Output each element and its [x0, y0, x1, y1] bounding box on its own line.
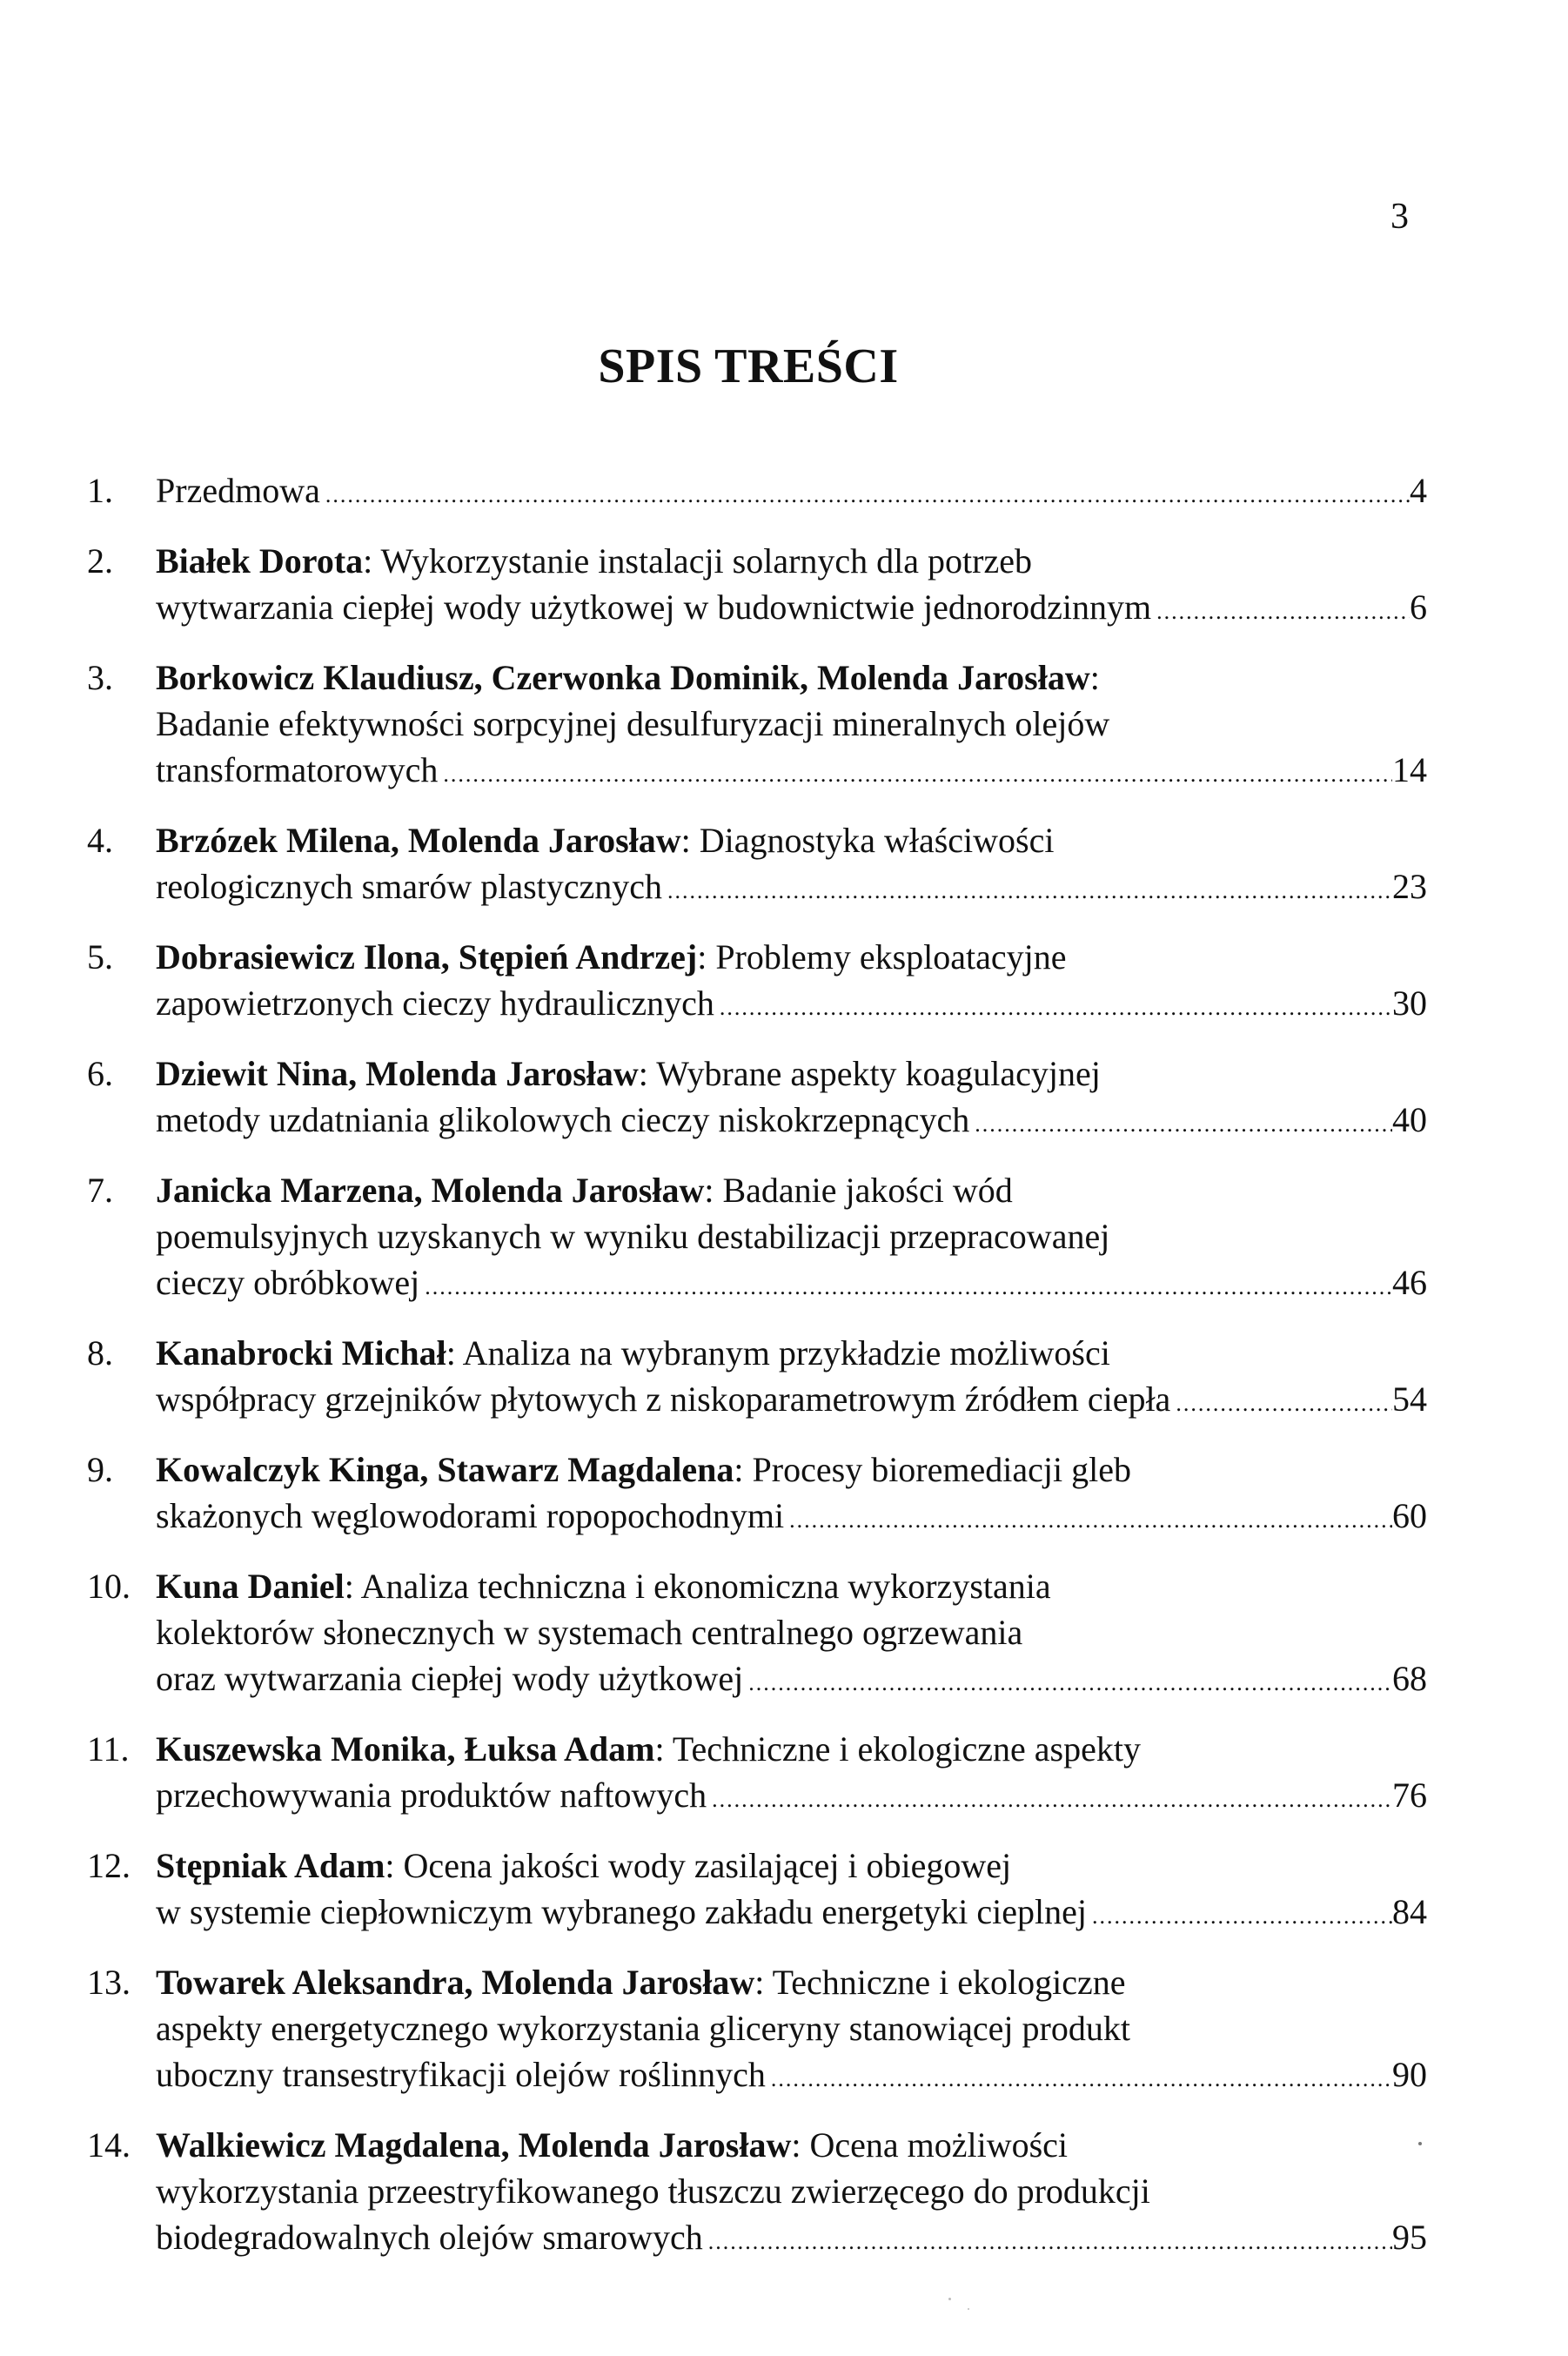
entry-separator: : — [697, 937, 716, 977]
entry-number: 11. — [87, 1729, 130, 1769]
dot-leader — [707, 1776, 1392, 1822]
entry-separator: : — [1089, 658, 1100, 697]
entry-last-line — [156, 1259, 1427, 1310]
entry-page-number: 46 — [1392, 1263, 1427, 1302]
entry-separator: : — [446, 1333, 463, 1373]
entry-last-line — [156, 1772, 1427, 1822]
entry-title-start: Techniczne i ekologiczne aspekty — [672, 1729, 1141, 1769]
entry-last-line — [156, 980, 1427, 1030]
entry-title-line: wykorzystania przeestryfikowanego tłuszczu zwierzęcego do produkcji — [156, 2171, 1150, 2211]
entry-title-start: Diagnostyka właściwości — [699, 821, 1055, 860]
entry-page-number: 23 — [1392, 867, 1427, 906]
entry-title-start: Analiza na wybranym przykładzie możliwości — [462, 1333, 1110, 1373]
table-of-contents — [87, 467, 1427, 2285]
entry-authors: Dziewit Nina, Molenda Jarosław — [156, 1054, 639, 1093]
entry-title-start: Ocena jakości wody zasilającej i obiegowej — [403, 1846, 1012, 1885]
entry-page-number: 4 — [1410, 471, 1427, 510]
dot-leader — [1170, 1380, 1392, 1426]
entry-title-start: Wybrane aspekty koagulacyjnej — [656, 1054, 1101, 1093]
entry-authors: Kuszewska Monika, Łuksa Adam — [156, 1729, 655, 1769]
entry-first-line — [156, 817, 1427, 863]
entry-page-number: 40 — [1392, 1100, 1427, 1139]
dot-leader — [662, 868, 1392, 914]
entry-authors: Stępniak Adam — [156, 1846, 385, 1885]
toc-entry — [87, 1050, 1427, 1147]
scan-speck — [1418, 2142, 1422, 2145]
toc-entry — [87, 1843, 1427, 1939]
toc-entry — [87, 1959, 1427, 2102]
entry-title-line: Badanie efektywności sorpcyjnej desulfuryzacji mineralnych olejów — [156, 704, 1110, 743]
entry-number: 7. — [87, 1171, 113, 1210]
entry-title-start: Techniczne i ekologiczne — [772, 1963, 1126, 2002]
toc-entry — [87, 467, 1427, 518]
entry-authors: Brzózek Milena, Molenda Jarosław — [156, 821, 681, 860]
entry-number: 13. — [87, 1963, 131, 2002]
entry-first-line — [156, 1959, 1427, 2005]
toc-entry — [87, 2122, 1427, 2265]
entry-authors: Borkowicz Klaudiusz, Czerwonka Dominik, Molenda Jarosław — [156, 658, 1090, 697]
entry-number: 3. — [87, 658, 113, 697]
entry-separator: : — [385, 1846, 404, 1885]
dot-leader — [969, 1101, 1392, 1147]
entry-last-line — [156, 584, 1427, 634]
entry-first-line — [156, 538, 1427, 584]
entry-title-start: Wykorzystanie instalacji solarnych dla potrzeb — [380, 541, 1032, 581]
entry-number: 6. — [87, 1054, 113, 1093]
entry-last-line — [156, 1889, 1427, 1939]
entry-number: 9. — [87, 1450, 113, 1489]
entry-title-end: biodegradowalnych olejów smarowych — [156, 2218, 703, 2257]
entry-number: 2. — [87, 541, 113, 581]
dot-leader — [1087, 1893, 1392, 1939]
entry-title-end: Przedmowa — [156, 471, 320, 510]
entry-title-line: kolektorów słonecznych w systemach centralnego ogrzewania — [156, 1613, 1023, 1652]
scan-speck — [968, 2308, 969, 2310]
entry-page-number: 6 — [1410, 587, 1427, 627]
entry-title-start: Analiza techniczna i ekonomiczna wykorzystania — [360, 1567, 1051, 1606]
entry-last-line — [156, 747, 1427, 797]
entry-authors: Kuna Daniel — [156, 1567, 345, 1606]
entry-page-number: 30 — [1392, 983, 1427, 1023]
entry-title-end: oraz wytwarzania ciepłej wody użytkowej — [156, 1659, 744, 1698]
toc-entry — [87, 538, 1427, 634]
dot-leader — [1151, 588, 1410, 634]
entry-title-end: w systemie ciepłowniczym wybranego zakładu energetyki cieplnej — [156, 1892, 1087, 1931]
entry-page-number: 14 — [1392, 750, 1427, 789]
dot-leader — [784, 1497, 1392, 1543]
entry-title-line: aspekty energetycznego wykorzystania gliceryny stanowiącej produkt — [156, 2009, 1130, 2048]
entry-first-line — [156, 2122, 1427, 2168]
dot-leader — [320, 472, 1410, 518]
entry-first-line — [156, 1726, 1427, 1772]
entry-first-line — [156, 1843, 1427, 1889]
entry-number: 1. — [87, 471, 113, 510]
entry-number: 5. — [87, 937, 113, 977]
entry-first-line — [156, 1446, 1427, 1493]
entry-separator: : — [344, 1567, 361, 1606]
entry-number: 14. — [87, 2125, 131, 2165]
entry-authors: Białek Dorota — [156, 541, 364, 581]
entry-last-line — [156, 1097, 1427, 1147]
entry-title-end: skażonych węglowodorami ropopochodnymi — [156, 1496, 785, 1535]
entry-last-line — [156, 2214, 1427, 2265]
entry-separator: : — [754, 1963, 773, 2002]
entry-first-line — [156, 654, 1427, 701]
toc-entry — [87, 1726, 1427, 1822]
toc-entry — [87, 1446, 1427, 1543]
entry-last-line — [156, 863, 1427, 914]
entry-authors: Towarek Aleksandra, Molenda Jarosław — [156, 1963, 755, 2002]
entry-title-line: poemulsyjnych uzyskanych w wyniku destabilizacji przepracowanej — [156, 1217, 1110, 1256]
toc-entry — [87, 934, 1427, 1030]
dot-leader — [703, 2218, 1392, 2265]
entry-title-start: Procesy bioremediacji gleb — [752, 1450, 1131, 1489]
toc-entry — [87, 1563, 1427, 1706]
entry-authors: Walkiewicz Magdalena, Molenda Jarosław — [156, 2125, 792, 2165]
entry-title-end: przechowywania produktów naftowych — [156, 1775, 707, 1815]
entry-last-line — [156, 1376, 1427, 1426]
entry-title-end: zapowietrzonych cieczy hydraulicznych — [156, 983, 714, 1023]
page-title: SPIS TREŚCI — [598, 339, 899, 393]
entry-separator: : — [680, 821, 700, 860]
entry-first-line — [156, 1563, 1427, 1609]
entry-page-number: 84 — [1392, 1892, 1427, 1931]
entry-separator: : — [638, 1054, 657, 1093]
entry-number: 8. — [87, 1333, 113, 1373]
entry-last-line — [156, 2051, 1427, 2102]
entry-last-line — [156, 1493, 1427, 1543]
dot-leader — [743, 1660, 1392, 1706]
entry-page-number: 60 — [1392, 1496, 1427, 1535]
toc-entry — [87, 1167, 1427, 1310]
dot-leader — [766, 2056, 1392, 2102]
scan-speck — [948, 2298, 951, 2300]
entry-separator: : — [704, 1171, 723, 1210]
entry-number: 10. — [87, 1567, 131, 1606]
dot-leader — [419, 1264, 1392, 1310]
entry-separator: : — [363, 541, 381, 581]
entry-number: 4. — [87, 821, 113, 860]
entry-separator: : — [791, 2125, 810, 2165]
entry-separator: : — [654, 1729, 673, 1769]
toc-entry — [87, 654, 1427, 797]
dot-leader — [438, 751, 1392, 797]
entry-title-end: transformatorowych — [156, 750, 439, 789]
entry-number: 12. — [87, 1846, 131, 1885]
toc-entry — [87, 817, 1427, 914]
entry-page-number: 95 — [1392, 2218, 1427, 2257]
entry-title-end: współpracy grzejników płytowych z niskoparametrowym źródłem ciepła — [156, 1379, 1171, 1419]
entry-first-line — [156, 934, 1427, 980]
entry-first-line — [156, 1050, 1427, 1097]
entry-authors: Kanabrocki Michał — [156, 1333, 446, 1373]
entry-title-end: wytwarzania ciepłej wody użytkowej w budownictwie jednorodzinnym — [156, 587, 1152, 627]
entry-title-start: Badanie jakości wód — [722, 1171, 1013, 1210]
entry-page-number: 54 — [1392, 1379, 1427, 1419]
entry-last-line — [156, 1655, 1427, 1706]
dot-leader — [714, 984, 1392, 1030]
entry-first-line — [156, 1167, 1427, 1213]
entry-title-start: Ocena możliwości — [809, 2125, 1069, 2165]
page-number: 3 — [1390, 197, 1409, 237]
entry-last-line — [156, 467, 1427, 518]
entry-page-number: 68 — [1392, 1659, 1427, 1698]
entry-title-end: cieczy obróbkowej — [156, 1263, 420, 1302]
entry-authors: Dobrasiewicz Ilona, Stępień Andrzej — [156, 937, 698, 977]
toc-entry — [87, 1330, 1427, 1426]
entry-page-number: 90 — [1392, 2055, 1427, 2094]
entry-authors: Janicka Marzena, Molenda Jarosław — [156, 1171, 705, 1210]
entry-title-start: Problemy eksploatacyjne — [715, 937, 1067, 977]
entry-title-end: reologicznych smarów plastycznych — [156, 867, 663, 906]
entry-page-number: 76 — [1392, 1775, 1427, 1815]
entry-title-end: uboczny transestryfikacji olejów roślinnych — [156, 2055, 766, 2094]
entry-separator: : — [734, 1450, 753, 1489]
entry-title-end: metody uzdatniania glikolowych cieczy niskokrzepnących — [156, 1100, 970, 1139]
entry-authors: Kowalczyk Kinga, Stawarz Magdalena — [156, 1450, 734, 1489]
entry-first-line — [156, 1330, 1427, 1376]
